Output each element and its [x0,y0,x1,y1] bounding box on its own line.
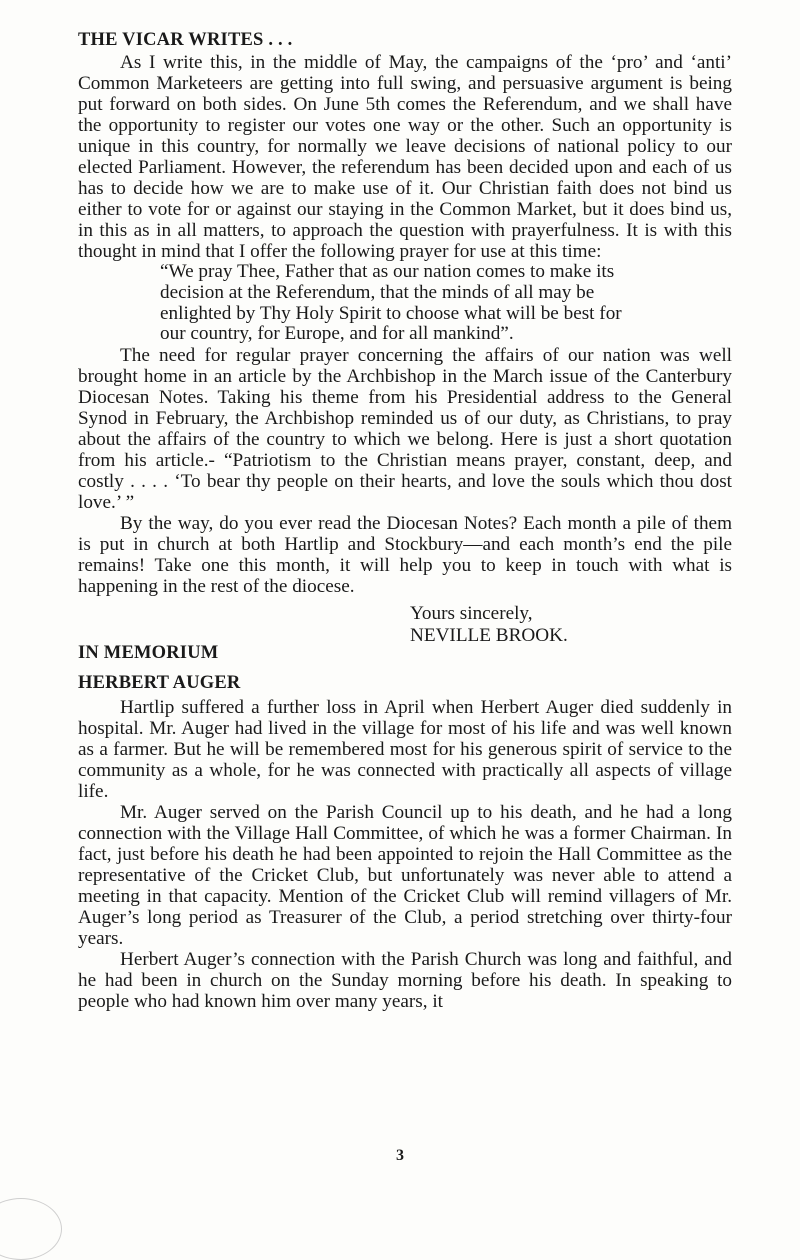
prayer-line: our country, for Europe, and for all mankind”. [160,323,514,345]
prayer-block [160,262,732,345]
memorium-heading: IN MEMORIUM [78,643,219,664]
prayer-line: enlighted by Thy Holy Spirit to choose what will be best for [160,302,622,324]
vicar-heading: THE VICAR WRITES . . . [78,30,293,50]
corner-scan-mark [0,1198,62,1260]
memorium-paragraph-2: Mr. Auger served on the Parish Council up to his death, and he had a long connection with the Village Hall Committee, of which he was a former Chairman. In fact, just before his death he had been appointed to rejoin the Hall Committee as the representative of the Cricket Club, but unfortunately was never able to attend a meeting in that capacity. Mention of the Cricket Club will remind villagers of Mr. Auger’s long period as Treasurer of the Club, a period stretching over thirty-four years. [78,802,732,950]
signoff-salutation: Yours sincerely, [410,603,533,625]
prayer-line: “We pray Thee, Father that as our nation comes to make its [160,261,615,282]
prayer-line: decision at the Referendum, that the minds of all may be [160,281,595,303]
vicar-paragraph-2: The need for regular prayer concerning the affairs of our nation was well brought home in an article by the Archbishop in the March issue of the Canterbury Diocesan Notes. Taking his theme from his Presidential address to the General Synod in February, the Archbishop reminded us of our duty, as Christians, to pray about the affairs of the country to which we belong. Here is just a short quotation from his article.- “Patriotism to the Christian means prayer, constant, deep, and costly . . . . ‘To bear thy people on their hearts, and love the souls which thou dost love.’ ” [78,345,732,514]
memorium-paragraph-3: Herbert Auger’s connection with the Parish Church was long and faithful, and he had been in church on the Sunday morning before his death. In speaking to people who had known him over many years, it [78,949,732,1013]
signoff-name: NEVILLE BROOK. [410,625,568,647]
memorium-paragraph-1: Hartlip suffered a further loss in April when Herbert Auger died suddenly in hospital. Mr. Auger had lived in the village for most of his life and was well known as a farmer. But he will be remembered most for his generous spirit of service to the community as a whole, for he was connected with practically all aspects of village life. [78,697,732,803]
document-page [78,28,732,1012]
page-number: 3 [396,1147,404,1164]
vicar-paragraph-1: As I write this, in the middle of May, the campaigns of the ‘pro’ and ‘anti’ Common Marketeers are getting into full swing, and persuasive argument is being put forward on both sides. On June 5th comes the Referendum, and we shall have the opportunity to register our votes one way or the other. Such an opportunity is unique in this country, for normally we leave decisions of national policy to our elected Parliament. However, the referendum has been decided upon and each of us has to decide how we are to make use of it. Our Christian faith does not bind us either to vote for or against our staying in the Common Market, but it does bind us, in this as in all matters, to approach the question with prayerfulness. It is with this thought in mind that I offer the following prayer for use at this time: [78,52,732,262]
memorium-subheading: HERBERT AUGER [78,673,241,694]
vicar-paragraph-3: By the way, do you ever read the Diocesan Notes? Each month a pile of them is put in church at both Hartlip and Stockbury—and each month’s end the pile remains! Take one this month, it will help you to keep in touch with what is happening in the rest of the diocese. [78,513,732,598]
